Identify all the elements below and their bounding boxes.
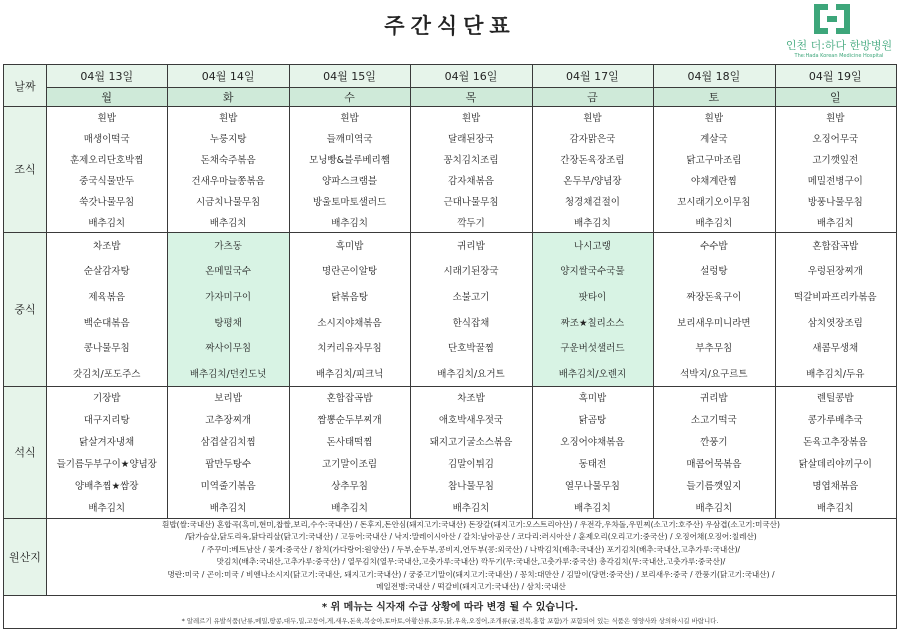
lunch-menu-cell (653, 232, 774, 386)
menu-item: 구운버섯샐러드 (560, 343, 625, 355)
menu-item: 오징어무국 (812, 133, 859, 145)
menu-item: 짜장돈육구이 (686, 292, 742, 304)
menu-item: 양지쌀국수국물 (560, 266, 625, 278)
menu-item: 꽁치김치조림 (443, 154, 499, 166)
menu-item: 짜조★칠리소스 (560, 317, 625, 329)
dinner-menu-cell (532, 386, 653, 518)
menu-item: 감자채볶음 (448, 175, 494, 187)
menu-item: 렌틸콩밥 (816, 393, 854, 404)
lunch-menu-cell (167, 232, 288, 386)
menu-item: 차조밥 (457, 393, 485, 404)
dinner-menu-cell (167, 386, 288, 518)
menu-item: 돈사태떡찜 (326, 437, 373, 448)
weekday-header: 화 (167, 87, 288, 106)
origin-info (46, 518, 896, 595)
menu-item: 고추장찌개 (205, 415, 252, 426)
menu-item: 근대나물무침 (443, 196, 499, 208)
menu-item: 참나물무침 (448, 481, 494, 492)
menu-item: 온두부/양념장 (563, 175, 622, 187)
notice-main: * 위 메뉴는 식자재 수급 상황에 따라 변경 될 수 있습니다. (321, 602, 579, 613)
lunch-menu-cell (289, 232, 410, 386)
menu-table (3, 64, 897, 629)
grid-line (167, 65, 168, 518)
menu-item: 배추김치 (695, 503, 733, 514)
origin-line: 흰밥(쌀:국내산) 혼합곡(흑미,현미,찹쌀,보리,수수:국내산) / 돈후지,돈안심(돼지고기:국내산) 돈장갈(돼지고기:오스트리아산) / 우전각,우차돌,우민찌(소고기:호주산) 우삼겹(소고기:미국산) (162, 520, 780, 529)
dinner-menu-cell (775, 386, 896, 518)
grid-line (4, 518, 896, 519)
menu-item: 닭살데리야끼구이 (798, 459, 872, 470)
menu-item: 보리새우미니라면 (677, 317, 751, 329)
menu-item: 소고기떡국 (690, 415, 737, 426)
menu-item: 단호박꿀찜 (448, 343, 494, 355)
menu-item: 배추김치/던킨도넛 (189, 369, 267, 381)
dinner-menu-cell (653, 386, 774, 518)
origin-line: / 주꾸미:베트남산 / 꽃게:중국산 / 참치(가다랑어:원양산) / 두부,순두부,콩비지,연두부(콩:외국산) / 나박김치(배추:국내산) 포기김치(배추:국내산,고추가루:국내산)/ (201, 544, 741, 554)
menu-item: 배추김치 (331, 503, 368, 514)
menu-item: 들기름깻잎지 (686, 481, 742, 492)
menu-item: 애호박새우젓국 (438, 415, 504, 426)
menu-item: 흑미밥 (578, 393, 607, 404)
grid-line (410, 65, 411, 518)
menu-item: 고기말이조림 (322, 459, 378, 470)
menu-item: 배추김치 (574, 503, 611, 514)
menu-item: 탕평채 (214, 317, 242, 329)
menu-item: 소불고기 (452, 292, 490, 304)
menu-item: 고기깻잎전 (812, 154, 859, 166)
menu-item: 배추김치 (816, 217, 854, 229)
date-label: 날짜 (4, 65, 46, 106)
lunch-menu-cell (46, 232, 167, 386)
menu-item: 백순대볶음 (83, 317, 130, 329)
weekday-header: 월 (46, 87, 167, 106)
menu-item: 치커리유자무침 (317, 343, 382, 355)
menu-item: 방울토마토샐러드 (312, 196, 387, 208)
menu-item: 간장돈육장조림 (560, 154, 625, 166)
breakfast-menu-cell (653, 106, 774, 232)
menu-item: 야채계란찜 (690, 175, 737, 187)
row-label-dinner: 석식 (4, 386, 46, 518)
menu-item: 방풍나물무침 (807, 196, 863, 208)
date-header: 04월 19일 (775, 65, 896, 87)
menu-item: 갓김치/포도주스 (72, 369, 141, 381)
menu-item: 꼬시래기오이무침 (677, 196, 751, 208)
origin-line: 명란:미국 / 곤이:미국 / 비엔나소시지(닭고기:국내산, 돼지고기:국내산) / 궁중고기말이(돼지고기:국내산) / 꽁치:대만산 / 김말이(당면:중국산) / 보리새우:중국 / 깐풍기(닭고기:국내산) / (167, 569, 775, 579)
logo-mark-icon (814, 4, 854, 34)
menu-item: 삼치엿장조림 (807, 317, 863, 329)
menu-item: 귀리밥 (700, 393, 728, 404)
grid-line (532, 65, 533, 518)
menu-item: 명란곤이알탕 (322, 266, 378, 278)
date-header: 04월 14일 (167, 65, 288, 87)
menu-item: 동태전 (578, 459, 607, 470)
menu-item: 깍두기 (457, 217, 485, 229)
menu-item: 양배추찜★쌈장 (74, 481, 139, 492)
dinner-menu-cell (46, 386, 167, 518)
breakfast-menu-cell (775, 106, 896, 232)
grid-line (4, 386, 896, 387)
menu-item: 배추김치 (88, 503, 126, 514)
menu-item: 석박지/요구르트 (680, 369, 748, 381)
breakfast-menu-cell (46, 106, 167, 232)
menu-item: 흰밥 (704, 112, 724, 124)
origin-line: /닭가슴살,닭도리육,닭다리살(닭고기:국내산) / 고등어:국내산 / 낙지:말레이시아산 / 갈치:남아공산 / 코다리:러시아산 / 훈제오리(오리고기:중국산) / 오징어채(오징어:칠레산) (185, 532, 757, 542)
menu-item: 배추김치 (209, 503, 247, 514)
logo-name-ko: 인천 더:하다 한방병원 (785, 39, 893, 52)
weekday-header: 금 (532, 87, 653, 106)
grid-line (46, 65, 47, 595)
menu-item: 들깨미역국 (326, 133, 373, 145)
breakfast-menu-cell (532, 106, 653, 232)
menu-item: 배추김치 (209, 217, 247, 229)
menu-item: 미역줄기볶음 (200, 481, 256, 492)
menu-item: 혼합잡곡밥 (812, 240, 859, 252)
menu-item: 가츠동 (214, 240, 242, 252)
menu-item: 양파스크램블 (322, 175, 378, 187)
notice-allergy: * 알레르기 유발식품(난류,메밀,땅콩,대두,밀,고등어,게,새우,돈육,복숭아,토마토,아황산류,호두,닭,우육,오징어,조개류(굴,전복,홍합 포함)가 포함되어 있는 식품은 영양사와 상의하시길 바랍니다. (181, 617, 719, 625)
date-header: 04월 17일 (532, 65, 653, 87)
menu-item: 건새우마늘쫑볶음 (191, 175, 265, 187)
menu-item: 닭고구마조림 (686, 154, 742, 166)
menu-item: 상추무침 (331, 481, 368, 492)
breakfast-menu-cell (289, 106, 410, 232)
menu-item: 흰밥 (461, 112, 481, 124)
menu-item: 부추무침 (695, 343, 733, 355)
menu-item: 대구지리탕 (83, 415, 130, 426)
menu-item: 시금치나물무침 (196, 196, 261, 208)
menu-item: 돼지고기굴소스볶음 (429, 437, 513, 448)
menu-item: 한식잡채 (452, 317, 490, 329)
menu-item: 배추김치 (331, 217, 368, 229)
menu-item: 나시고랭 (574, 240, 611, 252)
menu-item: 온메밀국수 (205, 266, 252, 278)
menu-item: 닭곰탕 (578, 415, 607, 426)
menu-item: 쑥갓나물무침 (79, 196, 135, 208)
menu-item: 기장밥 (92, 393, 121, 404)
date-header: 04월 15일 (289, 65, 410, 87)
origin-line: 메일전병:국내산 / 떡갈비(돼지고기:국내산) / 삼치:국내산 (376, 582, 566, 592)
menu-item: 새콤무생채 (812, 343, 859, 355)
menu-item: 배추김치 (816, 503, 854, 514)
menu-item: 매생이떡국 (83, 133, 130, 145)
menu-item: 짜사이무침 (205, 343, 252, 355)
menu-item: 흰밥 (340, 112, 359, 124)
grid-line (46, 87, 896, 88)
menu-item: 깐풍기 (700, 437, 728, 448)
weekday-header: 목 (410, 87, 531, 106)
menu-item: 열무나물무침 (564, 481, 620, 492)
menu-item: 순살감자탕 (83, 266, 130, 278)
menu-item: 팟타이 (578, 292, 607, 304)
menu-item: 수수밥 (700, 240, 728, 252)
menu-item: 계살국 (700, 133, 728, 145)
menu-item: 팝만두탕수 (205, 459, 252, 470)
menu-item: 명엽채볶음 (812, 481, 859, 492)
menu-item: 배추김치/두유 (806, 369, 865, 381)
dinner-menu-cell (410, 386, 531, 518)
origin-line: 맛김치(배추:국내산,고추가루:중국산) / 열무김치(열무:국내산,고춧가루:국내산) 깍두기(무:국내산,고춧가루:중국산) 총각김치(무:국내산,고춧가루:중국산)/ (216, 557, 726, 567)
menu-item: 차조밥 (92, 240, 121, 252)
hospital-logo (780, 4, 898, 64)
menu-item: 메밀전병구이 (807, 175, 863, 187)
menu-item: 흰밥 (826, 112, 845, 124)
grid-line (4, 106, 896, 107)
date-header: 04월 18일 (653, 65, 774, 87)
menu-item: 배추김치 (88, 217, 126, 229)
menu-item: 흰밥 (218, 112, 238, 124)
menu-item: 감자맑은국 (569, 133, 616, 145)
weekday-header: 수 (289, 87, 410, 106)
menu-item: 삼겹살김치찜 (200, 437, 256, 448)
menu-item: 떡갈비파프리카볶음 (793, 292, 877, 304)
grid-line (775, 65, 776, 518)
menu-item: 달래된장국 (448, 133, 494, 145)
menu-item: 시래기된장국 (443, 266, 499, 278)
row-label-lunch: 중식 (4, 232, 46, 386)
menu-item: 흰밥 (97, 112, 116, 124)
menu-item: 오징어야채볶음 (560, 437, 625, 448)
menu-item: 혼합잡곡밥 (326, 393, 373, 404)
lunch-menu-cell (532, 232, 653, 386)
date-header: 04월 16일 (410, 65, 531, 87)
menu-item: 흑미밥 (335, 240, 364, 252)
menu-item: 콩나물무침 (83, 343, 130, 355)
logo-name-en: The:Hada Korean Medicine Hospital (794, 53, 884, 59)
menu-item: 배추김치/요거트 (437, 369, 505, 381)
page-title: 주간식단표 (384, 14, 516, 38)
weekday-header: 토 (653, 87, 774, 106)
menu-item: 닭볶음탕 (331, 292, 368, 304)
menu-item: 돈채숙주볶음 (200, 154, 256, 166)
menu-item: 배추김치 (695, 217, 733, 229)
menu-item: 돈육고추장볶음 (803, 437, 868, 448)
row-label-origin: 원산지 (4, 518, 46, 595)
date-header: 04월 13일 (46, 65, 167, 87)
grid-line (4, 232, 896, 233)
menu-item: 제육볶음 (88, 292, 126, 304)
menu-item: 가자미구이 (205, 292, 252, 304)
weekday-header: 일 (775, 87, 896, 106)
breakfast-menu-cell (167, 106, 288, 232)
menu-item: 배추김치 (574, 217, 611, 229)
lunch-menu-cell (410, 232, 531, 386)
menu-item: 들기름두부구이★양념장 (56, 459, 157, 470)
row-label-breakfast: 조식 (4, 106, 46, 232)
menu-item: 배추김치/오렌지 (558, 369, 627, 381)
menu-item: 청경채겉절이 (564, 196, 620, 208)
grid-line (289, 65, 290, 518)
breakfast-menu-cell (410, 106, 531, 232)
menu-item: 모닝빵&블루베리쨈 (309, 154, 390, 166)
menu-item: 닭살겨자냉채 (79, 437, 135, 448)
lunch-menu-cell (775, 232, 896, 386)
menu-item: 흰밥 (583, 112, 602, 124)
menu-item: 매콤어묵볶음 (686, 459, 742, 470)
menu-item: 배추김치/피크닉 (315, 369, 384, 381)
menu-item: 우렁된장찌개 (807, 266, 863, 278)
menu-item: 설렁탕 (700, 266, 728, 278)
grid-line (653, 65, 654, 518)
grid-line (4, 595, 896, 596)
menu-item: 콩가루배추국 (807, 415, 863, 426)
menu-item: 배추김치 (452, 503, 490, 514)
menu-item: 훈제오리단호박찜 (70, 154, 144, 166)
menu-item: 김말이튀김 (448, 459, 494, 470)
menu-item: 짬뽕순두부찌개 (317, 415, 382, 426)
menu-item: 누룽지탕 (209, 133, 247, 145)
menu-item: 중국식물만두 (79, 175, 135, 187)
notice-box (4, 595, 896, 628)
menu-item: 소시지야채볶음 (317, 317, 382, 329)
dinner-menu-cell (289, 386, 410, 518)
menu-item: 귀리밥 (457, 240, 485, 252)
menu-item: 보리밥 (214, 393, 242, 404)
